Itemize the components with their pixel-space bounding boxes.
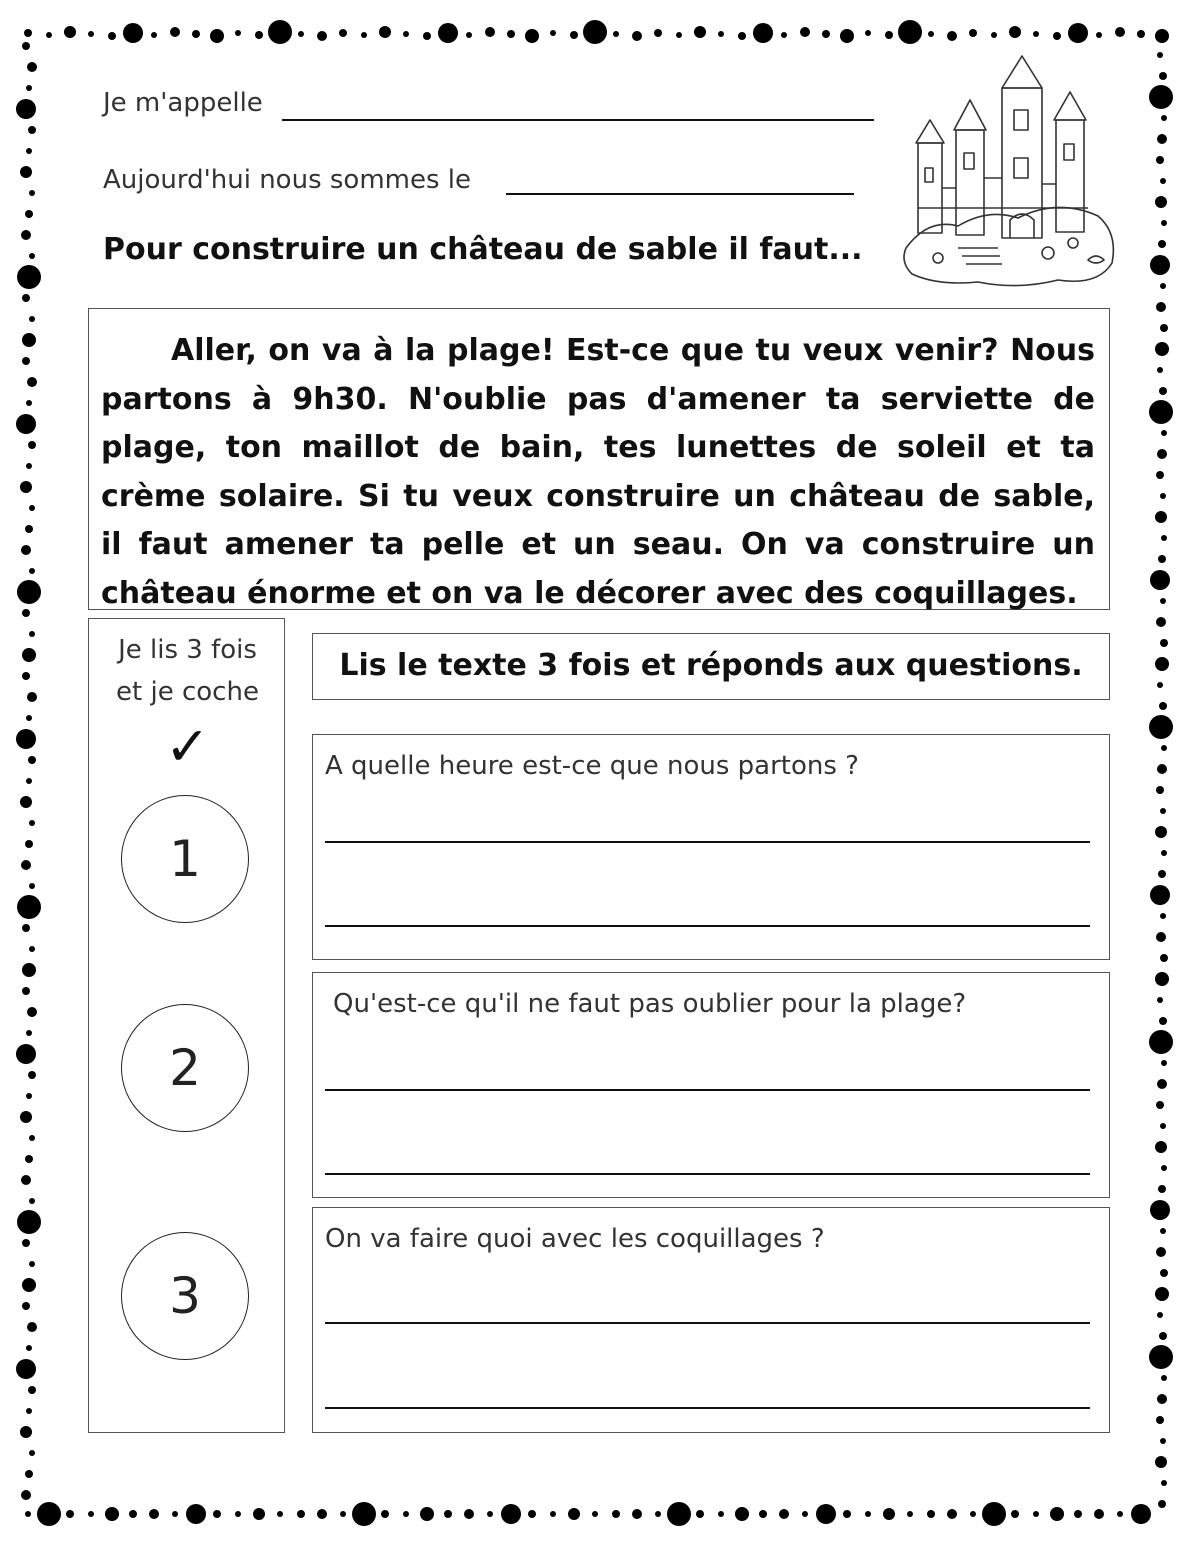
reading-circle-3[interactable]: 3	[121, 1232, 249, 1360]
question-2: Qu'est-ce qu'il ne faut pas oublier pour la plage?	[333, 989, 967, 1019]
question-1: A quelle heure est-ce que nous partons ?	[325, 751, 859, 781]
instructions-box: Lis le texte 3 fois et réponds aux questions.	[312, 633, 1110, 700]
answer-line[interactable]	[325, 1322, 1090, 1324]
question-box-1	[312, 734, 1110, 960]
name-answer-line[interactable]	[282, 119, 874, 121]
answer-line[interactable]	[325, 1089, 1090, 1091]
sandcastle-illustration	[898, 48, 1120, 293]
question-box-2	[312, 972, 1110, 1198]
question-box-3	[312, 1207, 1110, 1433]
answer-line[interactable]	[325, 841, 1090, 843]
date-label: Aujourd'hui nous sommes le	[103, 165, 472, 195]
answer-line[interactable]	[325, 1173, 1090, 1175]
answer-line[interactable]	[325, 925, 1090, 927]
page-title: Pour construire un château de sable il faut...	[103, 232, 863, 267]
story-box	[88, 308, 1110, 610]
story-text: Aller, on va à la plage! Est-ce que tu veux venir? Nous partons à 9h30. N'oublie pas d'amener ta serviette de plage, ton maillot de bain, tes lunettes de soleil et ta crème solaire. Si tu veux construire un château de sable, il faut amener ta pelle et un seau. On va construire un château énorme et on va le décorer avec des coquillages.	[101, 333, 1095, 611]
name-label: Je m'appelle	[103, 88, 263, 118]
question-3: On va faire quoi avec les coquillages ?	[325, 1224, 825, 1254]
reading-circle-1[interactable]: 1	[121, 795, 249, 923]
reading-circle-2[interactable]: 2	[121, 1004, 249, 1132]
date-answer-line[interactable]	[506, 193, 854, 195]
tracker-label-line2: et je coche	[116, 677, 259, 707]
answer-line[interactable]	[325, 1407, 1090, 1409]
checkmark-icon: ✓	[164, 715, 211, 778]
tracker-label-line1: Je lis 3 fois	[118, 635, 257, 665]
